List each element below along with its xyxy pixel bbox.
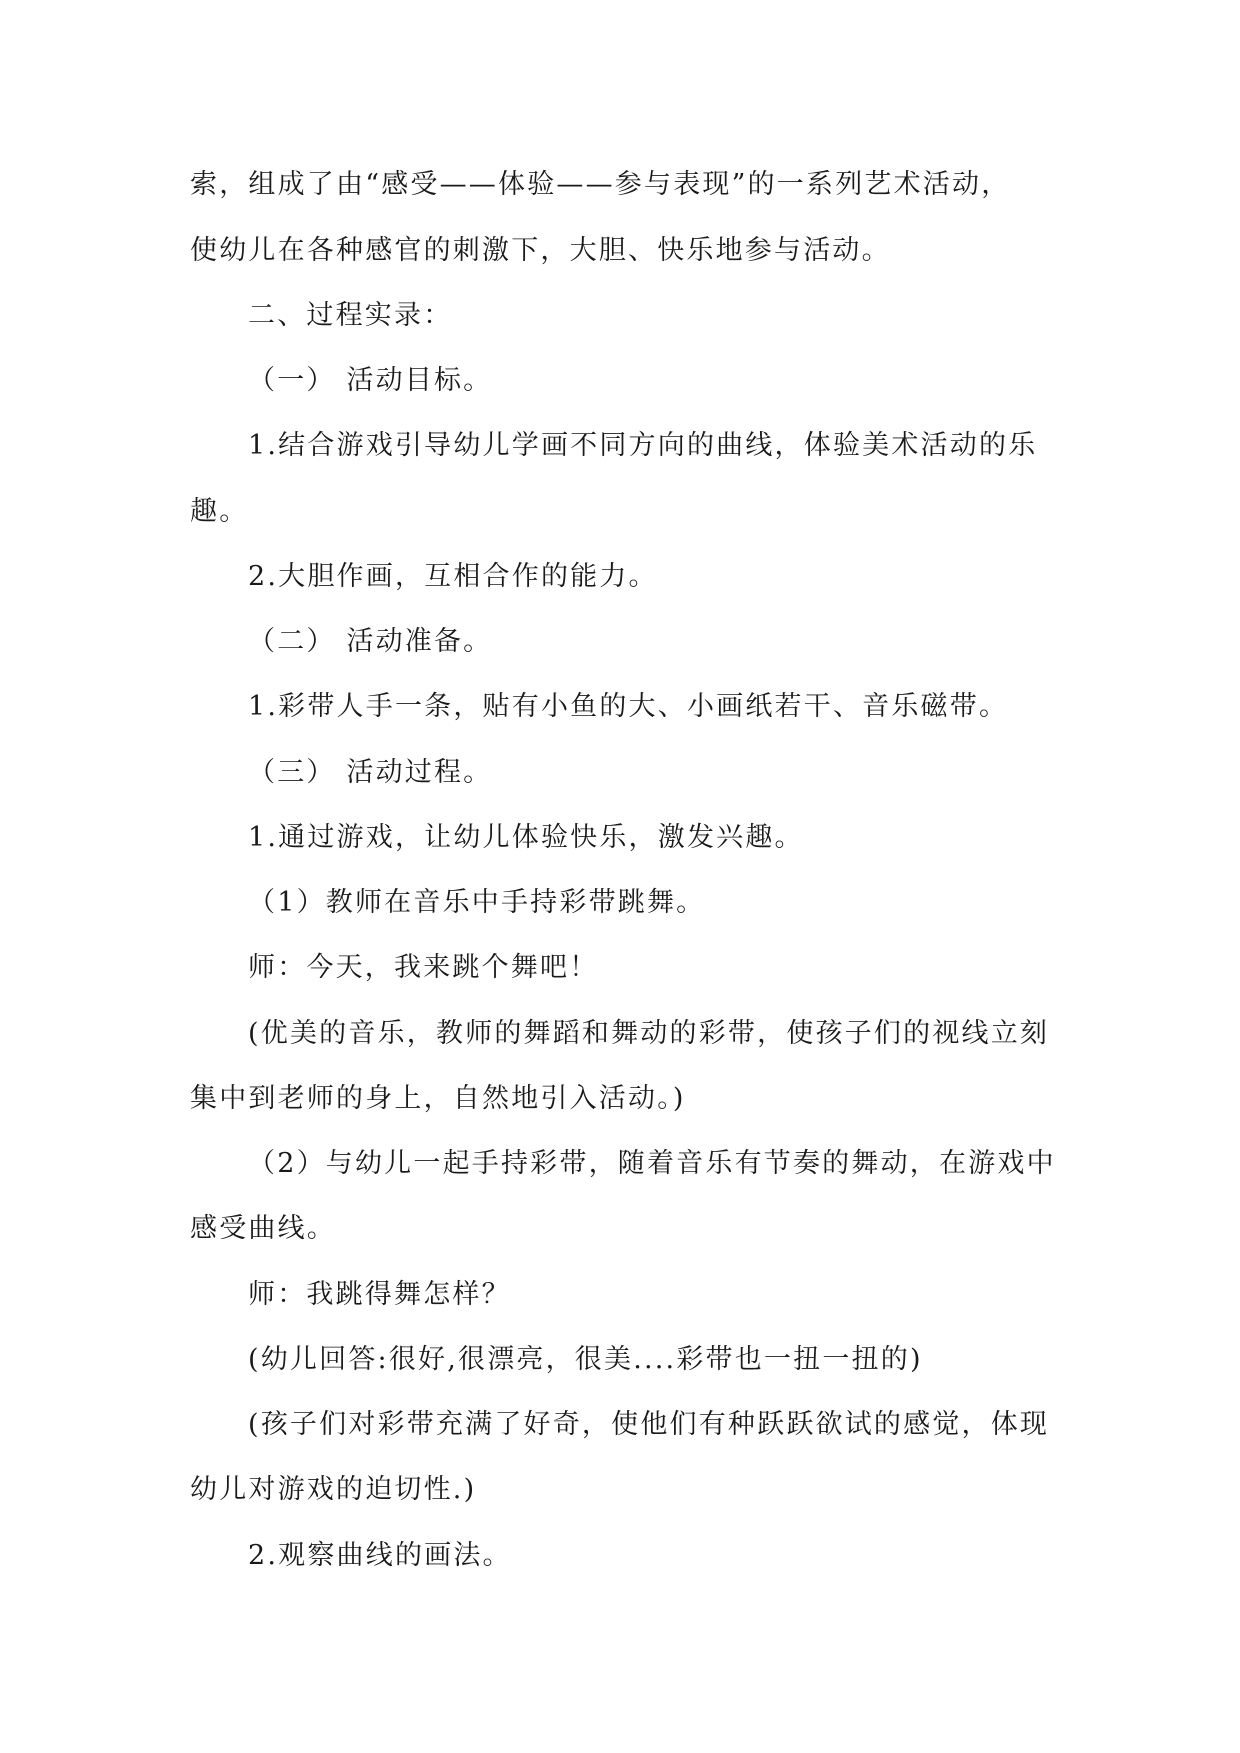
subsection-heading: （二） 活动准备。	[248, 626, 493, 657]
paragraph-line: 集中到老师的身上，自然地引入活动。)	[190, 1083, 686, 1114]
paragraph-line: 1.彩带人手一条，贴有小鱼的大、小画纸若干、音乐磁带。	[248, 691, 1009, 722]
paragraph-line: （2）与幼儿一起手持彩带，随着音乐有节奏的舞动，在游戏中	[248, 1148, 1056, 1179]
paragraph-line: 1.通过游戏，让幼儿体验快乐，激发兴趣。	[248, 822, 804, 853]
subsection-heading: （一） 活动目标。	[248, 365, 493, 396]
paragraph-line: (幼儿回答:很好,很漂亮，很美....彩带也一扭一扭的)	[248, 1344, 923, 1375]
paragraph-line: 师：今天，我来跳个舞吧！	[248, 952, 599, 983]
paragraph-line: 感受曲线。	[190, 1213, 336, 1244]
paragraph-line: 1.结合游戏引导幼儿学画不同方向的曲线，体验美术活动的乐	[248, 430, 1038, 461]
paragraph-line: （1）教师在音乐中手持彩带跳舞。	[248, 887, 706, 918]
paragraph-line: 2.大胆作画，互相合作的能力。	[248, 561, 658, 592]
paragraph-line: 索，组成了由“感受——体验——参与表现”的一系列艺术活动，	[190, 169, 1011, 200]
paragraph-line: (优美的音乐，教师的舞蹈和舞动的彩带，使孩子们的视线立刻	[248, 1018, 1050, 1049]
paragraph-line: 2.观察曲线的画法。	[248, 1540, 512, 1571]
paragraph-line: 师：我跳得舞怎样？	[248, 1279, 511, 1310]
paragraph-line: 使幼儿在各种感官的刺激下，大胆、快乐地参与活动。	[190, 235, 891, 266]
paragraph-line: (孩子们对彩带充满了好奇，使他们有种跃跃欲试的感觉，体现	[248, 1409, 1050, 1440]
section-heading: 二、过程实录：	[248, 300, 453, 331]
subsection-heading: （三） 活动过程。	[248, 757, 493, 788]
paragraph-line: 幼儿对游戏的迫切性.)	[190, 1474, 477, 1505]
paragraph-line: 趣。	[190, 496, 249, 527]
